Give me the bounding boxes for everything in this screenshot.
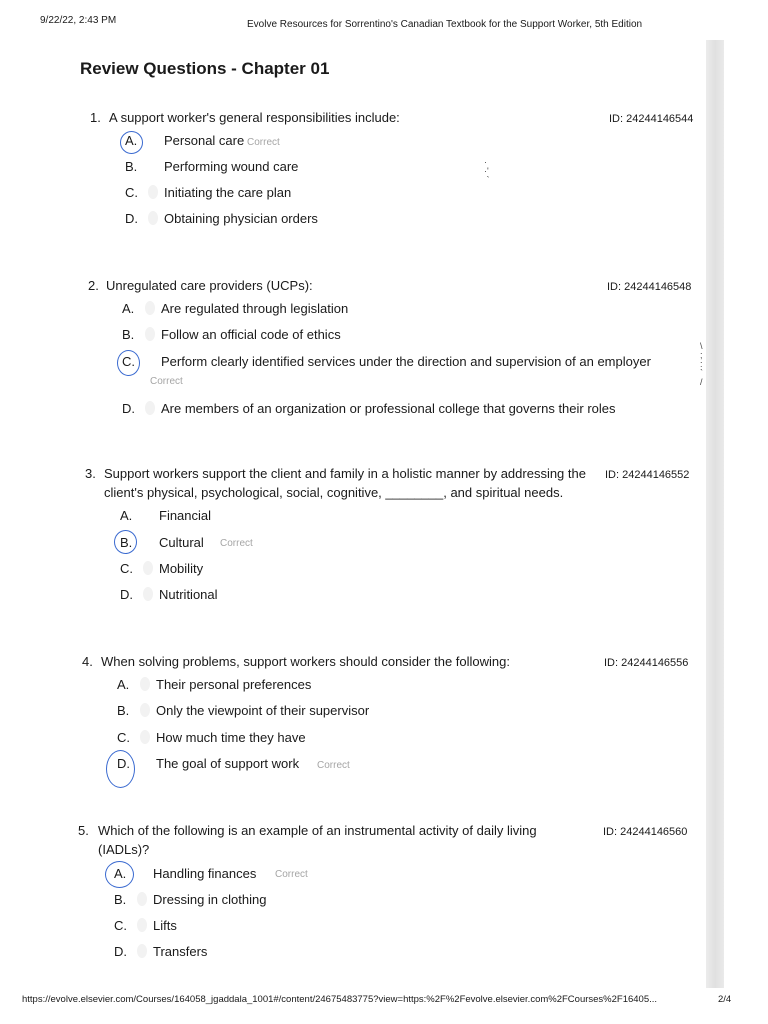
- correct-feedback: Correct: [150, 376, 183, 387]
- question-text: A support worker's general responsibilities include:: [109, 110, 400, 125]
- correct-feedback: Correct: [275, 869, 308, 880]
- option-letter: A.: [122, 301, 135, 316]
- scan-artifact: [137, 944, 147, 958]
- option-text: Performing wound care: [164, 159, 299, 174]
- scan-artifact: [140, 677, 150, 691]
- question-text: Support workers support the client and family in a holistic manner by addressing the client's physical, psychological, social, cognitive, ________, and spiritual needs.: [104, 466, 586, 500]
- scan-artifact: [145, 327, 155, 341]
- question-id: ID: 24244146560: [603, 826, 688, 838]
- option-text: How much time they have: [156, 730, 306, 745]
- option-letter: C.: [114, 918, 127, 933]
- question-id: ID: 24244146556: [604, 657, 689, 669]
- option-text: Transfers: [153, 944, 208, 959]
- option-text: Initiating the care plan: [164, 185, 292, 200]
- scan-artifact: [145, 301, 155, 315]
- option-letter: B.: [114, 892, 127, 907]
- option-letter: B.: [120, 535, 133, 550]
- scan-artifact: [140, 703, 150, 717]
- footer-page-number: 2/4: [718, 994, 732, 1005]
- option-text: Cultural: [159, 535, 204, 550]
- question-text: Which of the following is an example of an instrumental activity of daily living (IADLs)?: [98, 823, 537, 857]
- option-text: Their personal preferences: [156, 677, 312, 692]
- option-text: Perform clearly identified services under the direction and supervision of an employer: [161, 354, 651, 369]
- option-letter: C.: [117, 730, 130, 745]
- option-text: Financial: [159, 508, 212, 523]
- footer-url: https://evolve.elsevier.com/Courses/164058_jgaddala_1001#/content/24675483775?view=https:%2F%2Fevolve.elsevier.com%2FCourses%2F16405...: [22, 994, 658, 1005]
- scan-artifact: [137, 918, 147, 932]
- correct-feedback: Correct: [247, 137, 280, 148]
- question-id: ID: 24244146552: [605, 469, 690, 481]
- option-letter: A.: [125, 133, 138, 148]
- scan-artifact: [143, 561, 153, 575]
- option-letter: C.: [120, 561, 133, 576]
- question-number: 3.: [85, 466, 96, 481]
- correct-feedback: Correct: [220, 538, 253, 549]
- option-text: Lifts: [153, 918, 177, 933]
- scan-artifact: [137, 892, 147, 906]
- option-letter: D.: [125, 211, 138, 226]
- option-text: Personal care: [164, 133, 245, 148]
- option-text: Nutritional: [159, 587, 218, 602]
- option-text: Dressing in clothing: [153, 892, 267, 907]
- option-letter: D.: [114, 944, 127, 959]
- question-number: 5.: [78, 823, 89, 838]
- option-letter: D.: [120, 587, 133, 602]
- print-site-title: Evolve Resources for Sorrentino's Canadian Textbook for the Support Worker, 5th Edition: [247, 19, 643, 30]
- pencil-marks: · ·' `: [484, 157, 490, 185]
- correct-feedback: Correct: [317, 760, 350, 771]
- option-text: Follow an official code of ethics: [161, 327, 341, 342]
- scan-artifact: [148, 211, 158, 225]
- option-text: Only the viewpoint of their supervisor: [156, 703, 370, 718]
- option-letter: C.: [125, 185, 138, 200]
- option-letter: B.: [125, 159, 138, 174]
- option-letter: A.: [114, 866, 127, 881]
- question-id: ID: 24244146544: [609, 113, 694, 125]
- option-text: Obtaining physician orders: [164, 211, 318, 226]
- print-datetime: 9/22/22, 2:43 PM: [40, 15, 117, 26]
- scan-artifact: [148, 185, 158, 199]
- option-text: Handling finances: [153, 866, 257, 881]
- scan-artifact: [140, 730, 150, 744]
- scan-shadow-strip: [706, 40, 724, 988]
- question-text: When solving problems, support workers should consider the following:: [101, 654, 510, 669]
- pencil-marks: \ ; : ` /: [700, 341, 703, 387]
- option-letter: B.: [122, 327, 135, 342]
- option-letter: B.: [117, 703, 130, 718]
- option-text: Are members of an organization or professional college that governs their roles: [161, 401, 616, 416]
- option-letter: D.: [122, 401, 135, 416]
- scan-artifact: [143, 587, 153, 601]
- option-letter: A.: [120, 508, 133, 523]
- option-letter: D.: [117, 756, 130, 771]
- option-letter: C.: [122, 354, 135, 369]
- option-text: Mobility: [159, 561, 204, 576]
- option-letter: A.: [117, 677, 130, 692]
- question-number: 4.: [82, 654, 93, 669]
- question-id: ID: 24244146548: [607, 281, 692, 293]
- option-text: Are regulated through legislation: [161, 301, 349, 316]
- page-title: Review Questions - Chapter 01: [80, 59, 330, 78]
- question-number: 2.: [88, 278, 99, 293]
- question-text: Unregulated care providers (UCPs):: [106, 278, 313, 293]
- scan-artifact: [145, 401, 155, 415]
- question-number: 1.: [90, 110, 101, 125]
- option-text: The goal of support work: [156, 756, 300, 771]
